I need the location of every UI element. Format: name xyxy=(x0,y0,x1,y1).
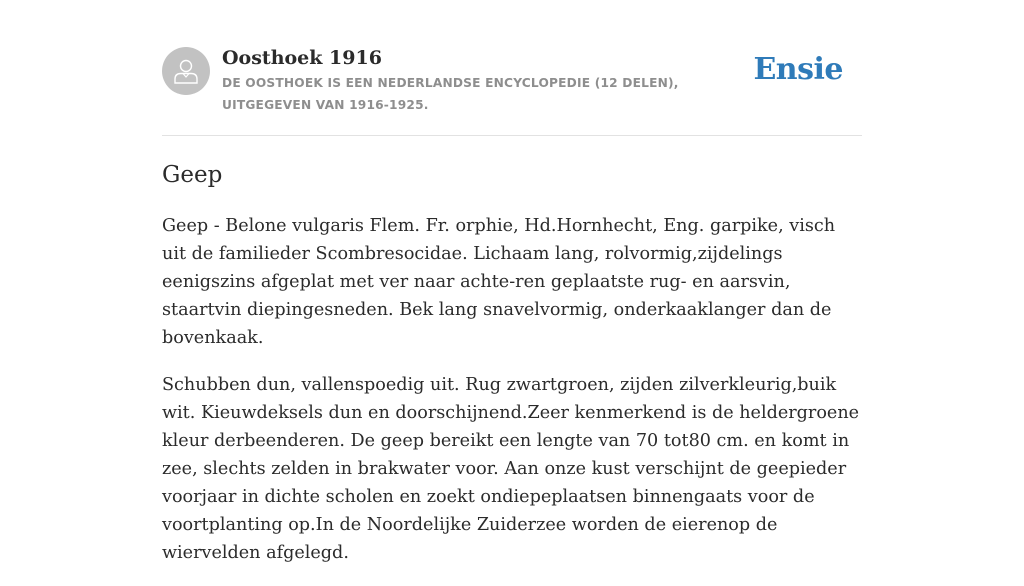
entry-paragraph: Geep - Belone vulgaris Flem. Fr. orphie, Hd.Hornhecht, Eng. garpike, visch uit de familieder Scombresocidae. Lichaam lang, rolvormig,zijdelings eenigszins afgeplat met ver naar achte-ren geplaatste rug- en aarsvin, staartvin diepingesneden. Bek lang snavelvormig, onderkaaklanger dan de bovenkaak. xyxy=(162,216,836,348)
page xyxy=(162,0,862,563)
entry-paragraph: Schubben dun, vallenspoedig uit. Rug zwartgroen, zijden zilverkleurig,buik wit. Kieuwdeksels dun en doorschijnend.Zeer kenmerkend is de heldergroene kleur derbeenderen. De geep bereikt een lengte van 70 tot80 cm. en komt in zee, slechts zelden in brakwater voor. Aan onze kust verschijnt de geepieder voorjaar in dichte scholen en zoekt ondiepeplaatsen binnengaats voor de voortplanting op.In de Noordelijke Zuiderzee worden de eierenop de wiervelden afgelegd. xyxy=(162,375,860,563)
ensie-logo-link[interactable]: Ensie xyxy=(753,52,843,87)
source-title[interactable]: Oosthoek 1916 xyxy=(222,47,382,69)
user-avatar-icon[interactable] xyxy=(162,47,210,95)
source-info xyxy=(222,45,762,116)
source-description: DE OOSTHOEK IS EEN NEDERLANDSE ENCYCLOPEDIE (12 DELEN), UITGEGEVEN VAN 1916-1925. xyxy=(222,76,679,112)
entry-body xyxy=(162,212,862,586)
source-header xyxy=(162,0,862,136)
entry-title: Geep xyxy=(162,162,223,188)
person-outline-icon xyxy=(171,56,201,86)
